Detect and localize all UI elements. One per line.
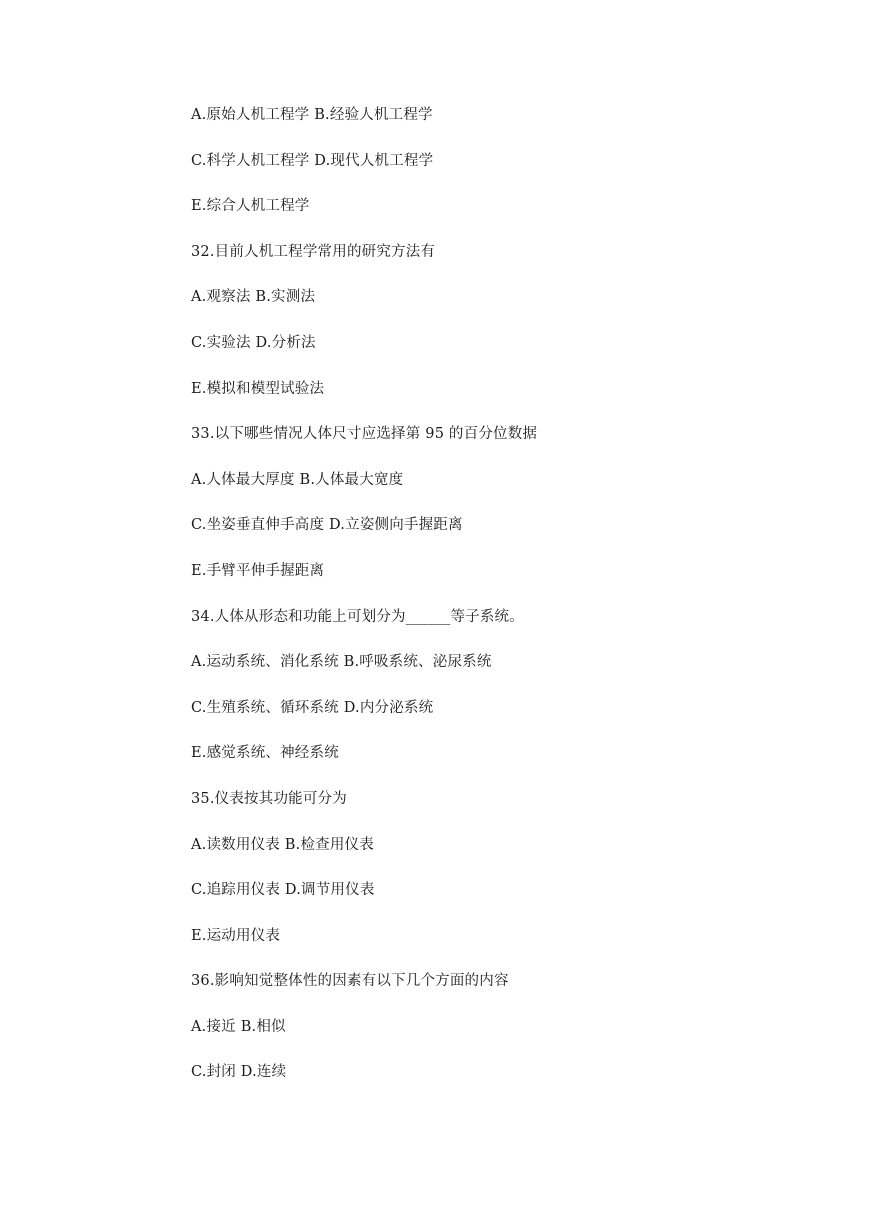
- text-line: E.运动用仪表: [191, 927, 281, 944]
- text-line: A.接近 B.相似: [191, 1018, 286, 1035]
- text-line: A.原始人机工程学 B.经验人机工程学: [191, 107, 433, 123]
- question-34-stem: 34.人体从形态和功能上可划分为______等子系统。: [191, 608, 524, 625]
- question-33-stem: 33.以下哪些情况人体尺寸应选择第 95 的百分位数据: [191, 426, 538, 443]
- text-line: A.读数用仪表 B.检查用仪表: [191, 836, 374, 853]
- text-line: C.封闭 D.连续: [191, 1064, 287, 1081]
- text-line: C.生殖系统、循环系统 D.内分泌系统: [191, 699, 434, 716]
- question-text-block: [191, 104, 537, 1107]
- text-line: C.追踪用仪表 D.调节用仪表: [191, 882, 375, 899]
- text-line: A.运动系统、消化系统 B.呼吸系统、泌尿系统: [191, 654, 492, 671]
- text-line: E.综合人机工程学: [191, 198, 310, 215]
- text-line: A.人体最大厚度 B.人体最大宽度: [191, 471, 404, 488]
- question-32-stem: 32.目前人机工程学常用的研究方法有: [191, 243, 436, 260]
- question-36-stem: 36.影响知觉整体性的因素有以下几个方面的内容: [191, 973, 509, 990]
- text-line: E.手臂平伸手握距离: [191, 562, 325, 579]
- text-line: C.实验法 D.分析法: [191, 334, 316, 351]
- text-line: C.坐姿垂直伸手高度 D.立姿侧向手握距离: [191, 517, 463, 534]
- text-line: A.观察法 B.实测法: [191, 289, 316, 306]
- text-line: E.模拟和模型试验法: [191, 380, 325, 397]
- text-line: C.科学人机工程学 D.现代人机工程学: [191, 152, 434, 169]
- question-35-stem: 35.仪表按其功能可分为: [191, 790, 347, 807]
- text-line: E.感觉系统、神经系统: [191, 745, 339, 762]
